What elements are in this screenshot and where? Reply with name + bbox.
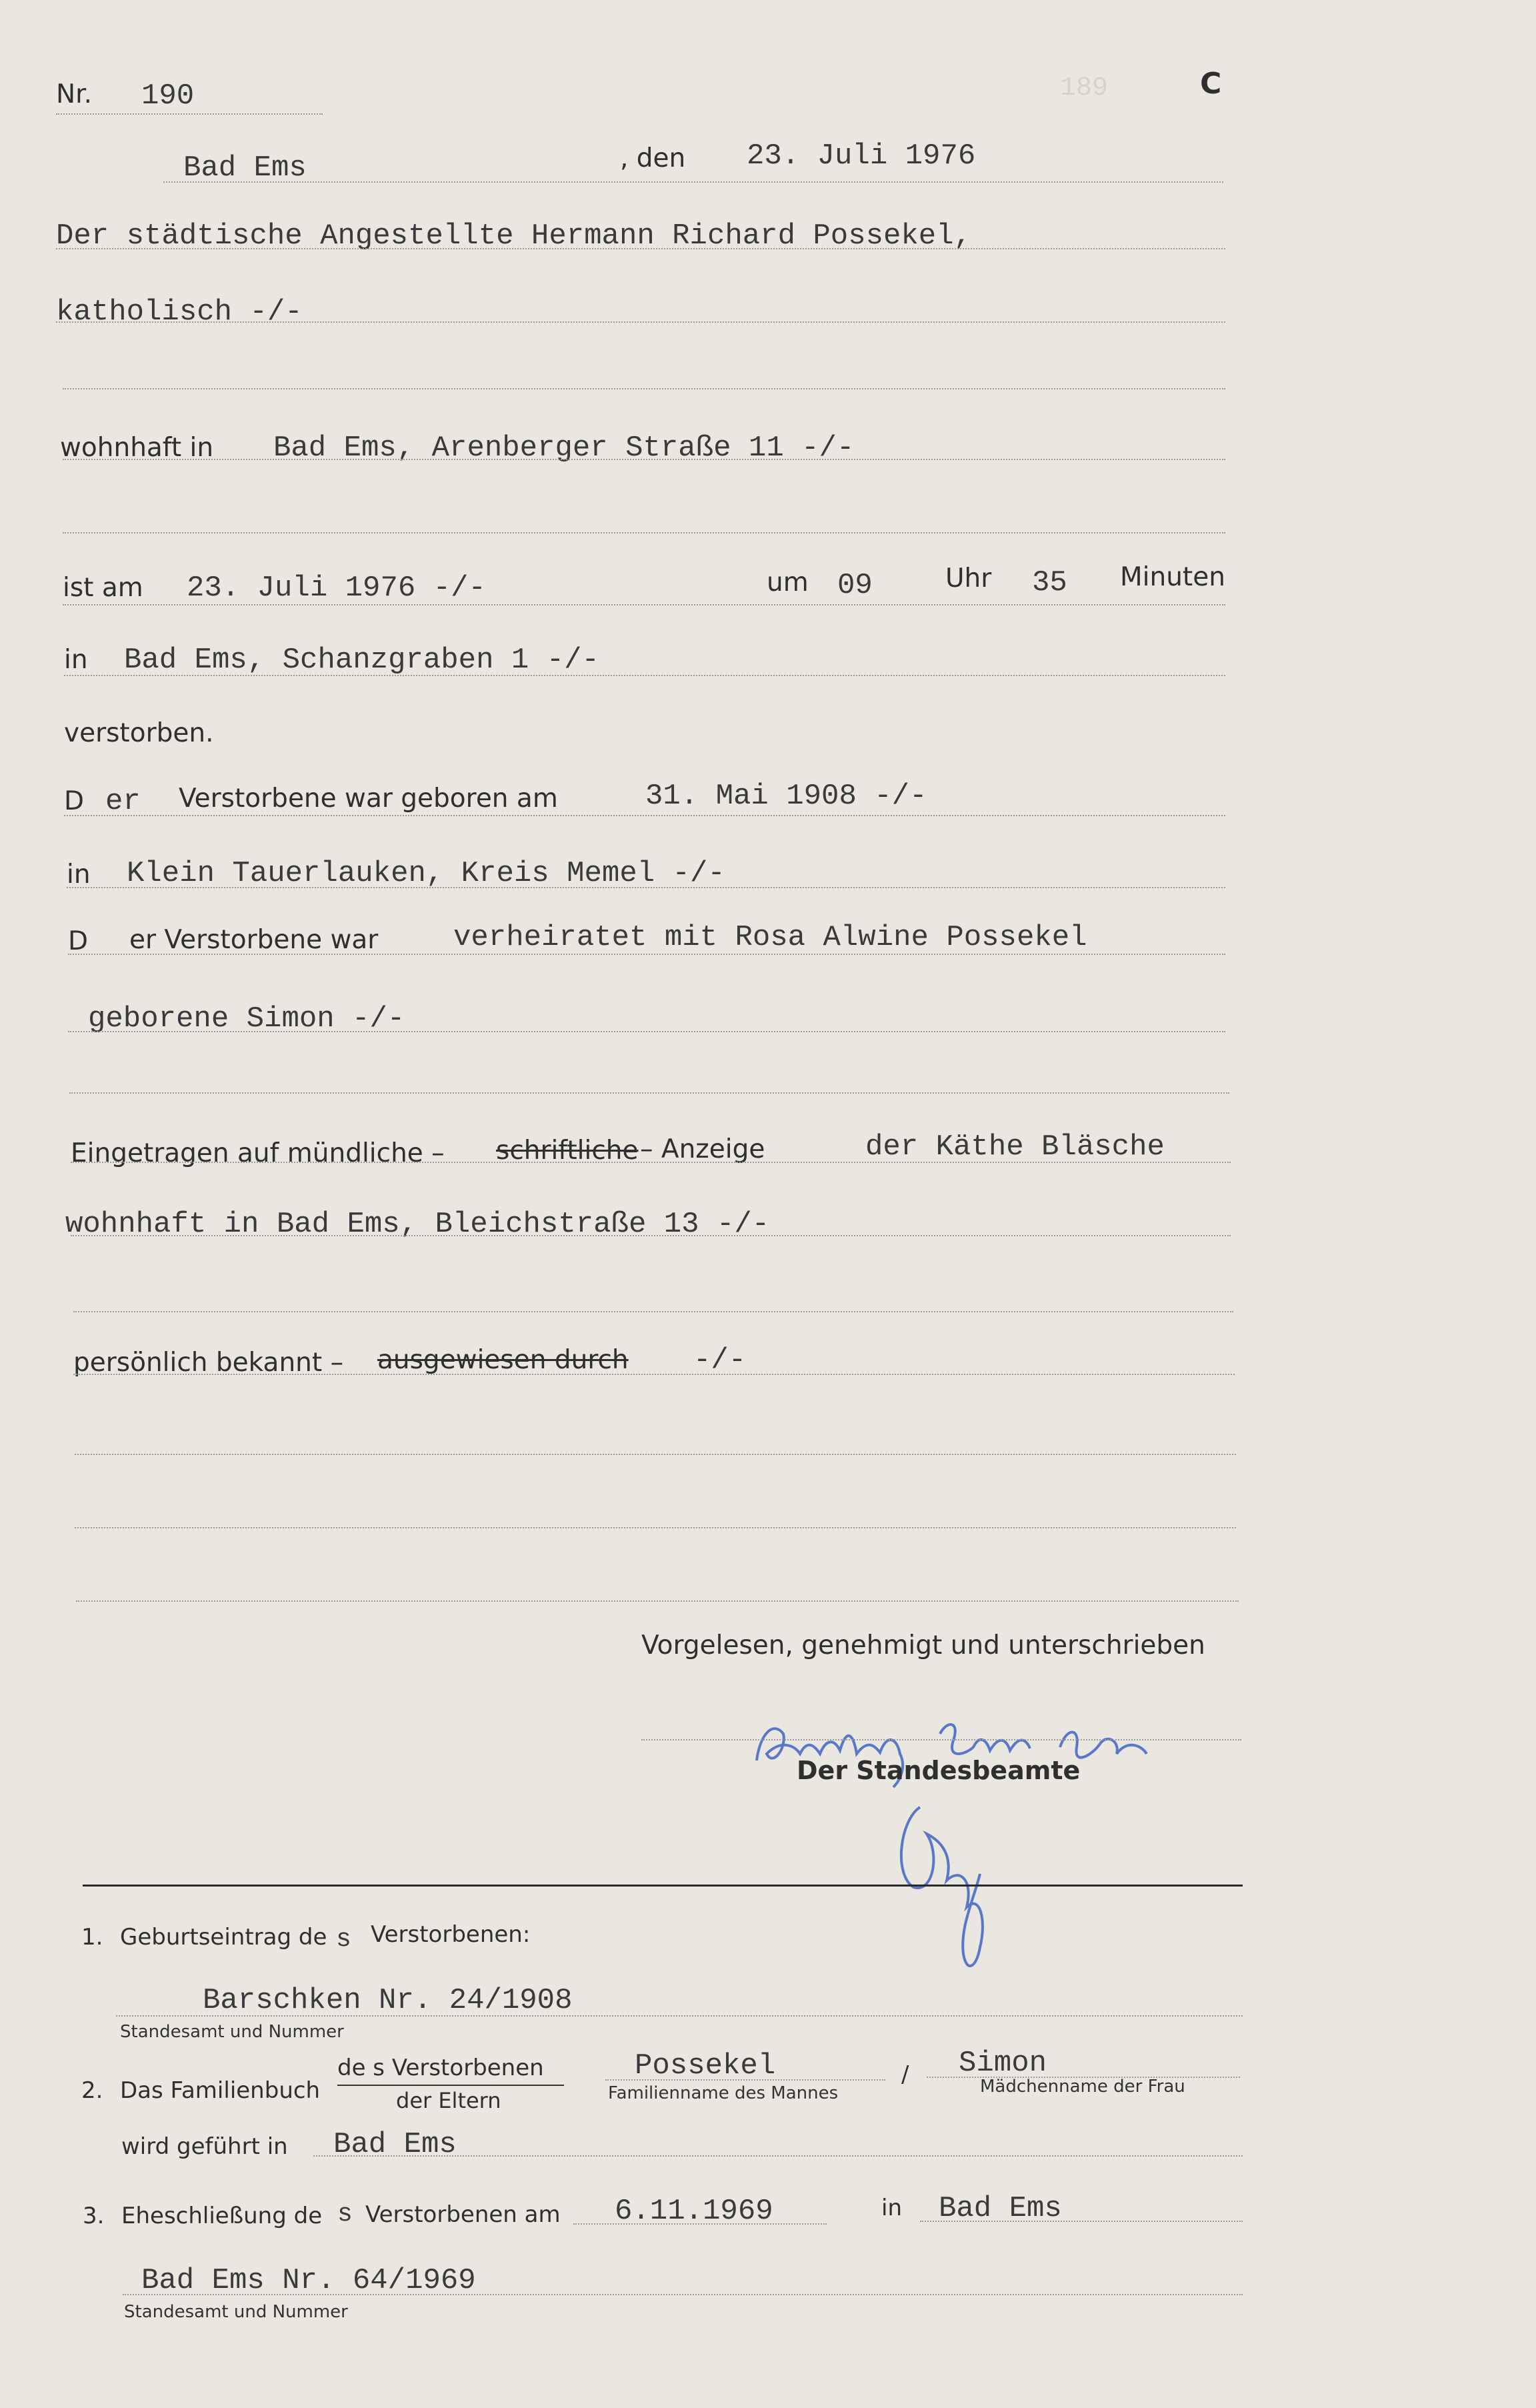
ist-am-label: ist am: [63, 573, 143, 603]
rule: [56, 113, 323, 115]
vorgelesen: Vorgelesen, genehmigt und unterschrieben: [641, 1630, 1205, 1660]
rule: [641, 1739, 1241, 1740]
death-date: 23. Juli 1976 -/-: [187, 571, 486, 605]
ausgewiesen-struck: ausgewiesen durch: [377, 1345, 629, 1375]
maedchenname-value: Simon: [959, 2047, 1047, 2080]
in-label: in: [64, 645, 88, 675]
rule: [313, 2155, 1243, 2157]
ehe-in: in: [881, 2195, 902, 2221]
rule: [123, 2294, 1243, 2295]
rule: [116, 2015, 1243, 2017]
verstorben-label: verstorben.: [64, 718, 214, 748]
rule: [75, 1527, 1236, 1528]
rule: [76, 1600, 1239, 1602]
informant-address: wohnhaft in Bad Ems, Bleichstraße 13 -/-: [65, 1208, 770, 1241]
nr-label: Nr.: [56, 79, 93, 109]
item-1-number: 1.: [81, 1924, 103, 1951]
marital-status: verheiratet mit Rosa Alwine Possekel: [453, 921, 1087, 954]
rule: [64, 815, 1225, 816]
rule: [71, 1235, 1231, 1236]
person-line: Der städtische Angestellte Hermann Richard Possekel,: [56, 219, 972, 253]
rule: [63, 388, 1225, 389]
death-place: Bad Ems, Schanzgraben 1 -/-: [124, 644, 599, 677]
rule: [573, 2223, 827, 2225]
der-d: D: [64, 786, 85, 816]
standesamt-label-2: Standesamt und Nummer: [124, 2302, 348, 2322]
ehe-date: 6.11.1969: [615, 2195, 773, 2228]
maedchenname-label: Mädchenname der Frau: [980, 2077, 1185, 2097]
geburtseintrag-label: Geburtseintrag de: [120, 1924, 327, 1951]
fraction-line: [337, 2085, 564, 2086]
bleed-through-text: 189: [1060, 73, 1109, 103]
in-label-2: in: [67, 860, 91, 890]
rule: [73, 1374, 1235, 1375]
entry-date: 23. Juli 1976: [747, 139, 976, 173]
de-s-verstorbenen: de s Verstorbenen: [337, 2055, 544, 2081]
der-eltern: der Eltern: [396, 2088, 501, 2113]
gefuehrt-value: Bad Ems: [333, 2128, 457, 2161]
bekannt-label: persönlich bekannt –: [73, 1348, 344, 1378]
divider: [83, 1885, 1243, 1887]
um-label: um: [767, 567, 809, 597]
rule: [68, 954, 1225, 955]
rule: [63, 604, 1225, 606]
born-label: Verstorbene war geboren am: [179, 784, 558, 814]
anzeige-label: – Anzeige: [640, 1134, 765, 1164]
rule: [63, 459, 1225, 460]
schriftliche-struck: schriftliche: [496, 1136, 639, 1166]
der-er: er: [105, 785, 141, 818]
religion: katholisch -/-: [56, 295, 303, 329]
informant: der Käthe Bläsche: [865, 1130, 1165, 1164]
rule: [73, 1311, 1233, 1312]
rule: [920, 2221, 1243, 2222]
verstorbenen-label: Verstorbenen:: [371, 1921, 531, 1948]
death-minutes: 35: [1032, 566, 1067, 599]
rule: [605, 2079, 885, 2081]
eingetragen-label: Eingetragen auf mündliche –: [71, 1138, 445, 1168]
rule: [68, 1031, 1225, 1032]
rule: [56, 248, 1225, 249]
birth-place: Klein Tauerlauken, Kreis Memel -/-: [127, 857, 725, 890]
rule: [67, 887, 1225, 888]
standesamt-label: Standesamt und Nummer: [120, 2022, 344, 2042]
rule: [56, 321, 1225, 323]
death-hour: 09: [837, 569, 873, 602]
wohnhaft-label: wohnhaft in: [60, 433, 214, 463]
den-label: , den: [620, 143, 686, 173]
rule: [69, 1092, 1229, 1094]
familienname-value: Possekel: [635, 2049, 776, 2083]
geburtseintrag-s: s: [336, 1925, 351, 1954]
der-d-2: D: [68, 926, 89, 956]
rule: [75, 1454, 1236, 1455]
signature-official: [880, 1794, 1013, 1981]
ehe-s: s: [337, 2200, 353, 2229]
geburt-value: Barschken Nr. 24/1908: [203, 1984, 573, 2017]
corner-letter: C: [1200, 67, 1222, 101]
birth-date: 31. Mai 1908 -/-: [645, 780, 927, 813]
rule: [64, 675, 1225, 676]
minuten-label: Minuten: [1120, 562, 1225, 592]
nr-value: 190: [141, 79, 195, 113]
rule: [71, 1162, 1231, 1163]
familienbuch-label: Das Familienbuch: [120, 2077, 321, 2104]
gefuehrt-label: wird geführt in: [121, 2133, 288, 2160]
item-3-number: 3.: [83, 2203, 105, 2229]
ehe-place: Bad Ems: [939, 2192, 1062, 2225]
familienname-label: Familienname des Mannes: [608, 2083, 839, 2103]
item-2-number: 2.: [81, 2077, 103, 2104]
slash: /: [901, 2061, 909, 2088]
rule: [63, 532, 1225, 533]
rule: [163, 181, 1223, 183]
ehe-label: Eheschließung de: [121, 2203, 323, 2229]
status-label: er Verstorbene war: [129, 925, 379, 955]
geborene: geborene Simon -/-: [88, 1002, 405, 1036]
address: Bad Ems, Arenberger Straße 11 -/-: [273, 431, 855, 465]
place: Bad Ems: [183, 151, 307, 185]
ehe-standesamt-value: Bad Ems Nr. 64/1969: [141, 2264, 476, 2297]
standesbeamte-label: Der Standesbeamte: [797, 1756, 1081, 1785]
bekannt-value: -/-: [693, 1344, 747, 1377]
uhr-label: Uhr: [945, 563, 992, 593]
ehe-label-2: Verstorbenen am: [365, 2201, 561, 2228]
